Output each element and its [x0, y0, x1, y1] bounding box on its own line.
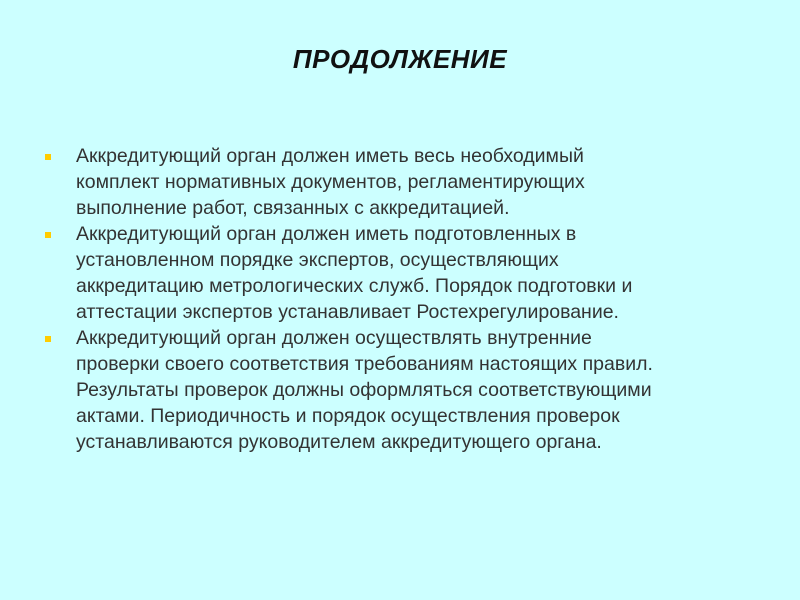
- square-bullet-icon: [45, 232, 51, 238]
- square-bullet-icon: [45, 154, 51, 160]
- bullet-text: Аккредитующий орган должен иметь подготовленных в установленном порядке экспертов, осуществляющих аккредитацию метрологических служб. Порядок подготовки и аттестации экспертов устанавливает Ростехрегулирование.: [76, 223, 633, 323]
- bullet-list: [45, 143, 765, 455]
- bullet-item: [45, 143, 765, 221]
- square-bullet-icon: [45, 336, 51, 342]
- bullet-text: Аккредитующий орган должен осуществлять внутренние проверки своего соответствия требованиям настоящих правил. Результаты проверок должны оформляться соответствующими актами. Периодичность и порядок осуществления проверок устанавливаются руководителем аккредитующего органа.: [76, 327, 653, 453]
- bullet-text: Аккредитующий орган должен иметь весь необходимый комплект нормативных документов, регламентирующих выполнение работ, связанных с аккредитацией.: [76, 145, 585, 219]
- slide-title: ПРОДОЛЖЕНИЕ: [292, 44, 508, 74]
- bullet-item: [45, 221, 765, 325]
- bullet-item: [45, 325, 765, 455]
